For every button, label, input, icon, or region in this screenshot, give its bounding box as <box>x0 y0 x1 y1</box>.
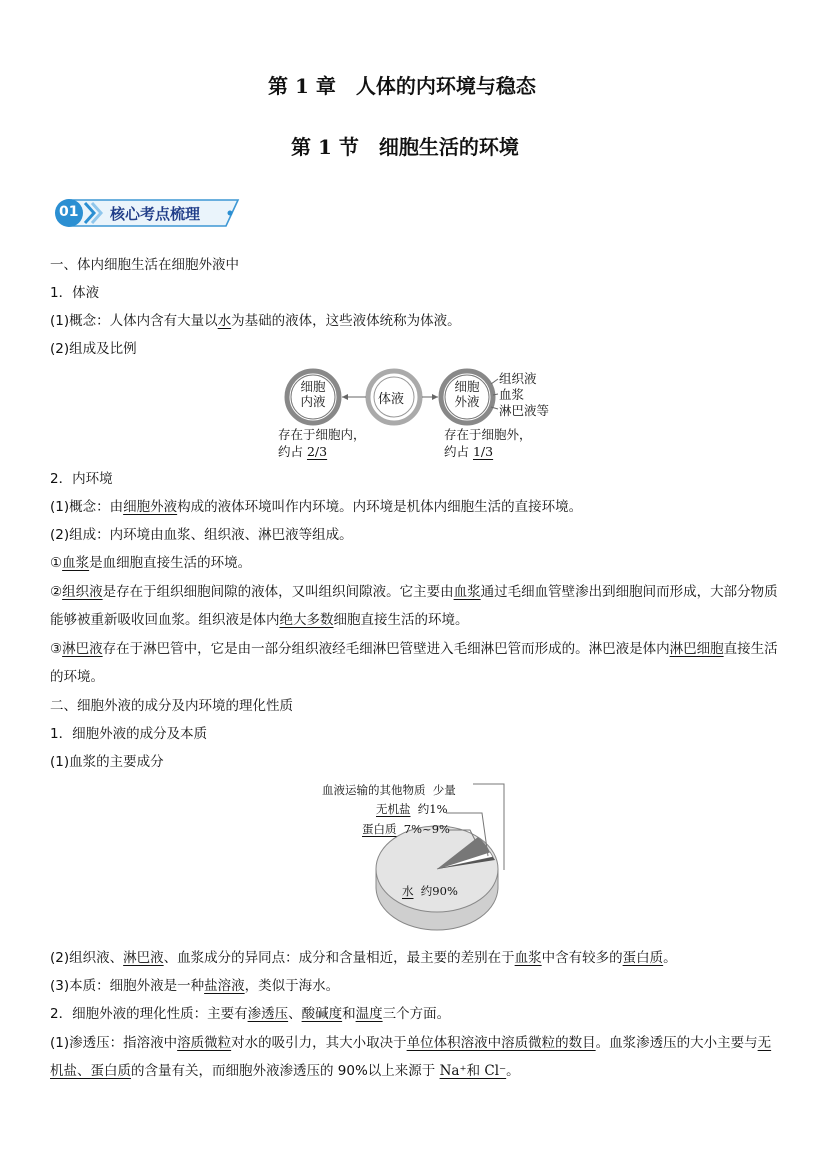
heading-1: 一、体内细胞生活在细胞外液中 <box>50 257 239 273</box>
ecf-comparison: (2)组织液、淋巴液、血浆成分的异同点：成分和含量相近，最主要的差别在于血浆中含有较多的蛋白质。 <box>50 950 677 966</box>
internal-env-composition: (2)组成：内环境由血浆、组织液、淋巴液等组成。 <box>50 527 353 543</box>
osmotic-pressure-note: (1)渗透压：指溶液中溶质微粒对水的吸引力，其大小取决于单位体积溶液中溶质微粒的数目。血浆渗透压的大小主要与无机盐、蛋白质的含量有关，而细胞外液渗透压的 90%以上来源于 Na⁺和 Cl⁻。 <box>50 1035 772 1079</box>
lymph-note: ③淋巴液存在于淋巴管中，它是由一部分组织液经毛细淋巴管壁进入毛细淋巴管而形成的。淋巴液是体内淋巴细胞直接生活的环境。 <box>50 641 778 685</box>
chapter-title: 第 1 章 人体的内环境与稳态 <box>268 74 536 98</box>
pie-label-water: 水 约90% <box>402 884 458 898</box>
heading-2: 二、细胞外液的成分及内环境的理化性质 <box>50 698 293 714</box>
section-badge <box>52 197 242 229</box>
plasma-components-heading: (1)血浆的主要成分 <box>50 754 164 770</box>
pie-label-other: 血液运输的其他物质 少量 <box>322 783 456 797</box>
body-fluid-diagram <box>270 366 560 466</box>
tissue-fluid-note: ②组织液是存在于组织细胞间隙的液体，又叫组织间隙液。它主要由血浆通过毛细血管壁渗出到细胞间而形成，大部分物质能够被重新吸收回血浆。组织液是体内绝大多数细胞直接生活的环境。 <box>50 584 778 628</box>
ecf-components: 组织液 血浆 淋巴液等 <box>499 371 550 418</box>
pie-label-salt: 无机盐 约1% <box>376 802 448 816</box>
badge-number: 01 <box>59 204 79 220</box>
plasma-pie-diagram <box>318 778 538 938</box>
ecf-essence: (3)本质：细胞外液是一种盐溶液，类似于海水。 <box>50 978 340 994</box>
body-fluid-label: 体液 <box>378 392 405 407</box>
internal-env-concept: (1)概念：由细胞外液构成的液体环境叫作内环境。内环境是机体内细胞生活的直接环境。 <box>50 499 583 515</box>
section-title: 第 1 节 细胞生活的环境 <box>291 135 519 159</box>
subheading-body-fluid: 1．体液 <box>50 285 100 301</box>
plasma-note: ①血浆是血细胞直接生活的环境。 <box>50 555 252 571</box>
ecf-caption: 存在于细胞外， 约占 1/3 <box>444 427 532 459</box>
subheading-ecf-components: 1．细胞外液的成分及本质 <box>50 726 208 742</box>
icf-label: 细胞 内液 <box>300 379 326 409</box>
icf-caption: 存在于细胞内， 约占 2/3 <box>278 427 366 459</box>
subheading-internal-env: 2．内环境 <box>50 471 113 487</box>
ecf-properties: 2．细胞外液的理化性质：主要有渗透压、酸碱度和温度三个方面。 <box>50 1006 451 1022</box>
body-fluid-composition: (2)组成及比例 <box>50 341 137 357</box>
body-fluid-concept: (1)概念：人体内含有大量以水为基础的液体，这些液体统称为体液。 <box>50 313 461 329</box>
badge-label: 核心考点梳理 <box>110 205 201 223</box>
pie-label-protein: 蛋白质 7%~9% <box>362 822 450 836</box>
ecf-label: 细胞 外液 <box>454 379 480 409</box>
